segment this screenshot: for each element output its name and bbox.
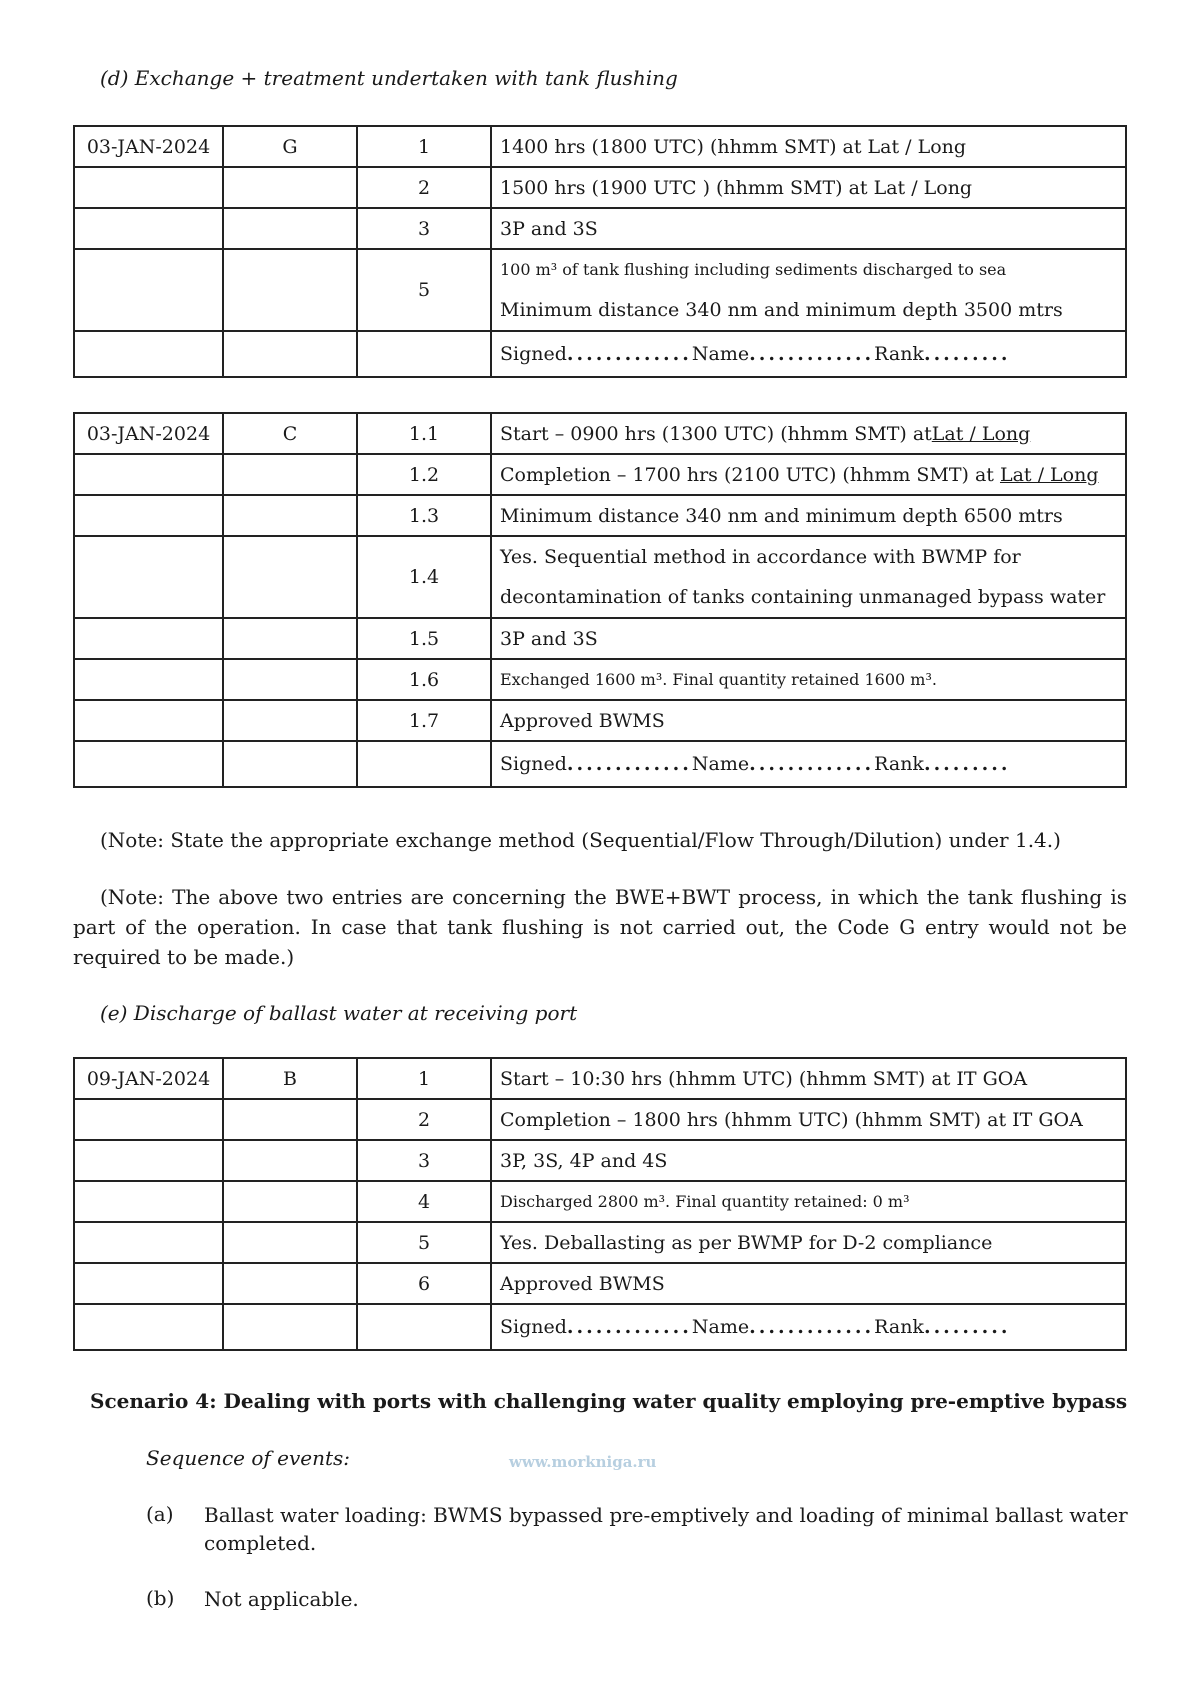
- list-item-label: (a): [146, 1502, 174, 1526]
- item-cell: 1.3: [357, 495, 491, 536]
- item-cell: 1.7: [357, 700, 491, 741]
- table-row: [74, 167, 1126, 208]
- list-item-label: (b): [146, 1586, 175, 1610]
- signed-label: Signed: [500, 343, 567, 365]
- signed-dots: .............: [566, 1316, 692, 1338]
- record-text: Completion – 1700 hrs (2100 UTC) (hhmm SMT) at: [500, 463, 1000, 486]
- signature-row: [74, 331, 1126, 377]
- record-cell: Yes. Deballasting as per BWMP for D-2 compliance: [491, 1222, 1126, 1263]
- date-cell: [74, 208, 223, 249]
- date-cell: [74, 249, 223, 331]
- item-cell: 1.5: [357, 618, 491, 659]
- rank-label: Rank: [874, 1316, 924, 1338]
- record-text: Start – 0900 hrs (1300 UTC) (hhmm SMT) at: [500, 422, 932, 445]
- signature-row: [74, 1304, 1126, 1350]
- rank-label: Rank: [874, 753, 924, 775]
- lat-long-underlined: Lat / Long: [931, 422, 1031, 445]
- record-cell: 3P, 3S, 4P and 4S: [491, 1140, 1126, 1181]
- list-item-text: Not applicable.: [204, 1587, 359, 1611]
- code-cell: G: [223, 126, 357, 167]
- table-row: [74, 208, 1126, 249]
- record-cell: 3P and 3S: [491, 618, 1126, 659]
- table-row: [74, 1140, 1126, 1181]
- code-cell: [223, 1304, 357, 1350]
- code-cell: [223, 1140, 357, 1181]
- name-dots: .............: [749, 753, 875, 775]
- rank-dots: .........: [923, 1316, 1011, 1338]
- date-cell: [74, 1181, 223, 1222]
- item-cell: 1.1: [357, 413, 491, 454]
- section-e-heading: (e) Discharge of ballast water at receiving port: [100, 1001, 578, 1025]
- signature-cell[interactable]: [491, 741, 1126, 787]
- table-row: [74, 1099, 1126, 1140]
- date-cell: [74, 167, 223, 208]
- date-cell: [74, 495, 223, 536]
- code-cell: [223, 741, 357, 787]
- code-cell: [223, 618, 357, 659]
- code-cell: [223, 536, 357, 618]
- record-cell: 1400 hrs (1800 UTC) (hhmm SMT) at Lat / Long: [491, 126, 1126, 167]
- item-cell: 1: [357, 1058, 491, 1099]
- table-row: [74, 1222, 1126, 1263]
- record-cell: Exchanged 1600 m³. Final quantity retained 1600 m³.: [491, 659, 1126, 700]
- record-cell: Minimum distance 340 nm and minimum depth 6500 mtrs: [491, 495, 1126, 536]
- item-cell: 1: [357, 126, 491, 167]
- list-item-text: Ballast water loading: BWMS bypassed pre-emptively and loading of minimal ballast water completed.: [204, 1503, 1128, 1555]
- table-row: [74, 1058, 1126, 1099]
- code-cell: [223, 1181, 357, 1222]
- table-row: [74, 1181, 1126, 1222]
- table-row: [74, 126, 1126, 167]
- code-cell: B: [223, 1058, 357, 1099]
- item-cell: 5: [357, 1222, 491, 1263]
- item-cell: 3: [357, 1140, 491, 1181]
- date-cell: [74, 1263, 223, 1304]
- record-cell: Start – 10:30 hrs (hhmm UTC) (hhmm SMT) at IT GOA: [491, 1058, 1126, 1099]
- item-cell: 1.2: [357, 454, 491, 495]
- date-cell: [74, 536, 223, 618]
- item-cell: [357, 331, 491, 377]
- item-cell: 5: [357, 249, 491, 331]
- signed-label: Signed: [500, 1316, 567, 1338]
- date-cell: [74, 1140, 223, 1181]
- table-row: [74, 249, 1126, 331]
- code-cell: [223, 1222, 357, 1263]
- name-label: Name: [691, 1316, 750, 1338]
- table-code-g: [73, 125, 1127, 378]
- record-line: Yes. Sequential method in accordance with BWMP for: [500, 546, 1021, 568]
- code-cell: [223, 331, 357, 377]
- code-cell: [223, 167, 357, 208]
- note-exchange-method: (Note: State the appropriate exchange method (Sequential/Flow Through/Dilution) under 1.4.): [100, 828, 1061, 852]
- date-cell: [74, 454, 223, 495]
- watermark: www.morkniga.ru: [509, 1453, 657, 1471]
- rank-dots: .........: [923, 753, 1011, 775]
- item-cell: [357, 741, 491, 787]
- signed-dots: .............: [566, 753, 692, 775]
- table-code-b: [73, 1057, 1127, 1351]
- scenario-4-title: Scenario 4: Dealing with ports with challenging water quality employing pre-emptive bypass: [90, 1389, 1128, 1413]
- table-row: [74, 536, 1126, 618]
- lat-long-underlined: Lat / Long: [999, 463, 1099, 486]
- record-cell: Approved BWMS: [491, 1263, 1126, 1304]
- record-cell: 3P and 3S: [491, 208, 1126, 249]
- date-cell: [74, 1222, 223, 1263]
- rank-dots: .........: [923, 343, 1011, 365]
- item-cell: 2: [357, 167, 491, 208]
- rank-label: Rank: [874, 343, 924, 365]
- code-cell: [223, 659, 357, 700]
- date-cell: [74, 741, 223, 787]
- signature-cell[interactable]: [491, 331, 1126, 377]
- date-cell: [74, 331, 223, 377]
- item-cell: 4: [357, 1181, 491, 1222]
- table-code-c: [73, 412, 1127, 788]
- item-cell: 2: [357, 1099, 491, 1140]
- table-row: [74, 659, 1126, 700]
- name-dots: .............: [749, 1316, 875, 1338]
- item-cell: [357, 1304, 491, 1350]
- table-row: [74, 413, 1126, 454]
- date-cell: 03-JAN-2024: [74, 126, 223, 167]
- record-cell: Discharged 2800 m³. Final quantity retained: 0 m³: [491, 1181, 1126, 1222]
- signature-cell[interactable]: [491, 1304, 1126, 1350]
- code-cell: C: [223, 413, 357, 454]
- record-line: 100 m³ of tank flushing including sediments discharged to sea: [500, 260, 1007, 279]
- section-d-heading: (d) Exchange + treatment undertaken with tank flushing: [100, 66, 678, 90]
- record-cell: [491, 249, 1126, 331]
- table-row: [74, 1263, 1126, 1304]
- record-line: decontamination of tanks containing unmanaged bypass water: [500, 586, 1106, 608]
- name-label: Name: [691, 343, 750, 365]
- signature-row: [74, 741, 1126, 787]
- record-cell: [491, 536, 1126, 618]
- date-cell: [74, 700, 223, 741]
- record-cell: Approved BWMS: [491, 700, 1126, 741]
- code-cell: [223, 1263, 357, 1304]
- code-cell: [223, 454, 357, 495]
- date-cell: 03-JAN-2024: [74, 413, 223, 454]
- signed-dots: .............: [566, 343, 692, 365]
- table-row: [74, 454, 1126, 495]
- date-cell: [74, 659, 223, 700]
- table-row: [74, 700, 1126, 741]
- code-cell: [223, 495, 357, 536]
- sequence-of-events-label: Sequence of events:: [146, 1446, 351, 1470]
- record-cell: [491, 413, 1126, 454]
- table-row: [74, 495, 1126, 536]
- name-dots: .............: [749, 343, 875, 365]
- note-bwe-bwt: (Note: The above two entries are concerning the BWE+BWT process, in which the tank flushing is part of the operation. In case that tank flushing is not carried out, the Code G entry would not be required to be made.): [73, 885, 1127, 969]
- signed-label: Signed: [500, 753, 567, 775]
- code-cell: [223, 249, 357, 331]
- date-cell: [74, 1099, 223, 1140]
- code-cell: [223, 700, 357, 741]
- item-cell: 1.4: [357, 536, 491, 618]
- code-cell: [223, 1099, 357, 1140]
- record-cell: Completion – 1800 hrs (hhmm UTC) (hhmm SMT) at IT GOA: [491, 1099, 1126, 1140]
- name-label: Name: [691, 753, 750, 775]
- record-line: Minimum distance 340 nm and minimum depth 3500 mtrs: [500, 299, 1063, 321]
- item-cell: 6: [357, 1263, 491, 1304]
- date-cell: [74, 618, 223, 659]
- table-row: [74, 618, 1126, 659]
- date-cell: [74, 1304, 223, 1350]
- date-cell: 09-JAN-2024: [74, 1058, 223, 1099]
- record-cell: [491, 454, 1126, 495]
- item-cell: 3: [357, 208, 491, 249]
- item-cell: 1.6: [357, 659, 491, 700]
- code-cell: [223, 208, 357, 249]
- record-cell: 1500 hrs (1900 UTC ) (hhmm SMT) at Lat / Long: [491, 167, 1126, 208]
